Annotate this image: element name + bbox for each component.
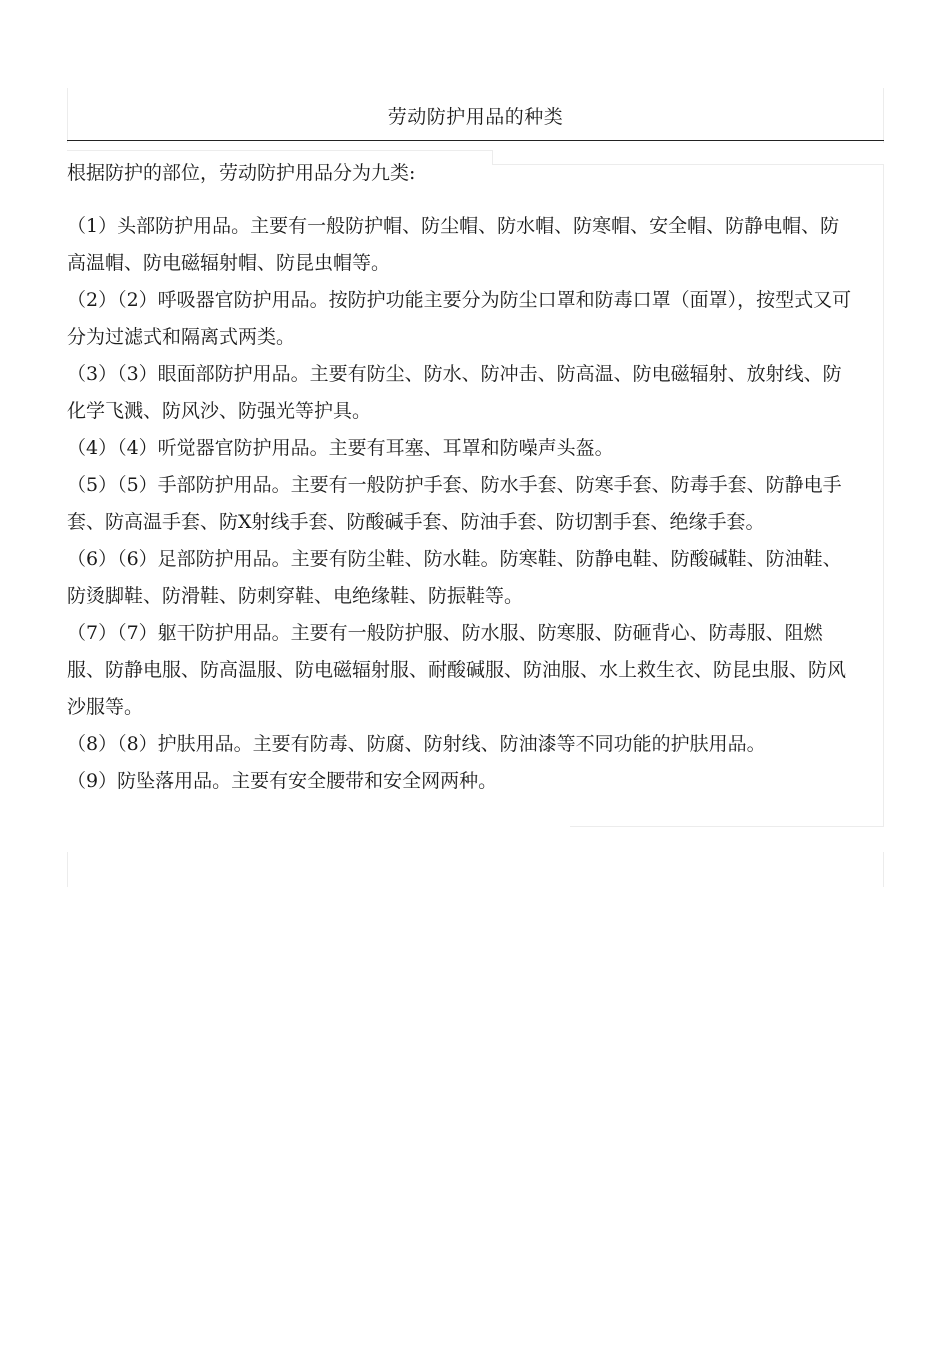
list-item-9: （9）防坠落用品。主要有安全腰带和安全网两种。	[67, 770, 498, 792]
intro-paragraph: 根据防护的部位，劳动防护用品分为九类:	[67, 162, 416, 184]
frame-line	[883, 164, 884, 827]
title-divider	[67, 140, 884, 141]
list-item-3: （3）（3）眼面部防护用品。主要有防尘、防水、防冲击、防高温、防电磁辐射、放射线、防化学飞溅、防风沙、防强光等护具。	[67, 363, 842, 422]
frame-line	[67, 150, 492, 151]
list-item-5: （5）（5）手部防护用品。主要有一般防护手套、防水手套、防寒手套、防毒手套、防静电手套、防高温手套、防X射线手套、防酸碱手套、防油手套、防切割手套、绝缘手套。	[67, 474, 842, 533]
list-item-7: （7）（7）躯干防护用品。主要有一般防护服、防水服、防寒服、防砸背心、防毒服、阻燃服、防静电服、防高温服、防电磁辐射服、耐酸碱服、防油服、水上救生衣、防昆虫服、防风沙服等。	[67, 622, 847, 718]
page-title: 劳动防护用品的种类	[387, 106, 564, 128]
frame-line	[67, 852, 68, 887]
frame-line	[492, 164, 883, 165]
frame-line	[883, 852, 884, 887]
list-item-6: （6）（6）足部防护用品。主要有防尘鞋、防水鞋。防寒鞋、防静电鞋、防酸碱鞋、防油鞋、防烫脚鞋、防滑鞋、防刺穿鞋、电绝缘鞋、防振鞋等。	[67, 548, 842, 607]
list-item-1: （1）头部防护用品。主要有一般防护帽、防尘帽、防水帽、防寒帽、安全帽、防静电帽、防高温帽、防电磁辐射帽、防昆虫帽等。	[67, 215, 840, 274]
list-item-2: （2）（2）呼吸器官防护用品。按防护功能主要分为防尘口罩和防毒口罩（面罩），按型式又可分为过滤式和隔离式两类。	[67, 289, 852, 348]
list-item-4: （4）（4）听觉器官防护用品。主要有耳塞、耳罩和防噪声头盔。	[67, 437, 614, 459]
frame-line	[492, 150, 493, 165]
item-list	[67, 208, 857, 800]
list-item-8: （8）（8）护肤用品。主要有防毒、防腐、防射线、防油漆等不同功能的护肤用品。	[67, 733, 766, 755]
frame-line	[570, 826, 883, 827]
